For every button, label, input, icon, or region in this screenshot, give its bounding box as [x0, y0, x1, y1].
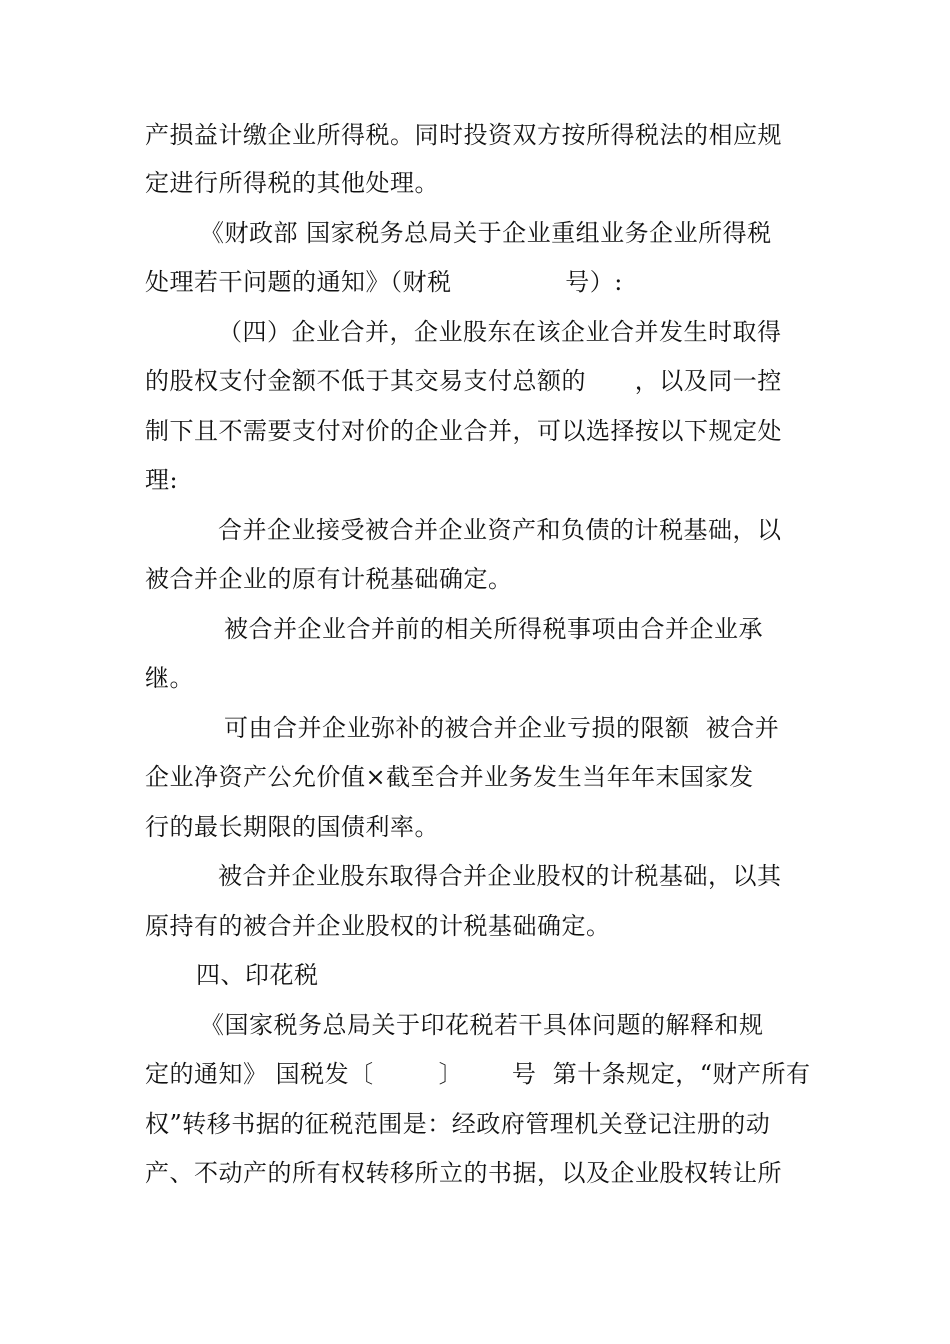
text-line-19: 《国家税务总局关于印花税若干具体问题的解释和规	[200, 1011, 764, 1039]
text-line-15: 行的最长期限的国债利率。	[145, 813, 439, 841]
text-line-1: 产损益计缴企业所得税。同时投资双方按所得税法的相应规	[145, 121, 782, 149]
text-line-14: 企业净资产公允价值×截至合并业务发生当年年末国家发	[145, 763, 754, 791]
text-line-16: 被合并企业股东取得合并企业股权的计税基础，以其	[218, 862, 782, 890]
text-line-22: 产、不动产的所有权转移所立的书据，以及企业股权转让所	[145, 1159, 782, 1187]
text-line-10: 被合并企业的原有计税基础确定。	[145, 565, 513, 593]
text-line-21: 权”转移书据的征税范围是：经政府管理机关登记注册的动	[145, 1110, 771, 1138]
text-line-5: （四）企业合并，企业股东在该企业合并发生时取得	[218, 318, 782, 346]
text-line-6: 的股权支付金额不低于其交易支付总额的 ，以及同一控	[145, 367, 782, 395]
section-heading-stamp-tax: 四、印花税	[196, 961, 319, 989]
text-line-2: 定进行所得税的其他处理。	[145, 169, 439, 197]
text-line-12: 继。	[145, 664, 194, 692]
text-line-8: 理:	[145, 466, 179, 494]
text-line-7: 制下且不需要支付对价的企业合并，可以选择按以下规定处	[145, 417, 782, 445]
text-line-17: 原持有的被合并企业股权的计税基础确定。	[145, 912, 611, 940]
text-line-9: 合并企业接受被合并企业资产和负债的计税基础，以	[218, 516, 782, 544]
text-line-20: 定的通知》 国税发〔 〕 号 第十条规定，“财产所有	[145, 1060, 811, 1088]
text-line-3: 《财政部 国家税务总局关于企业重组业务企业所得税	[200, 219, 772, 247]
text-line-11: 被合并企业合并前的相关所得税事项由合并企业承	[224, 615, 763, 643]
text-line-13: 可由合并企业弥补的被合并企业亏损的限额 被合并	[224, 714, 780, 742]
text-line-4: 处理若干问题的通知》（财税 号）:	[145, 268, 623, 296]
